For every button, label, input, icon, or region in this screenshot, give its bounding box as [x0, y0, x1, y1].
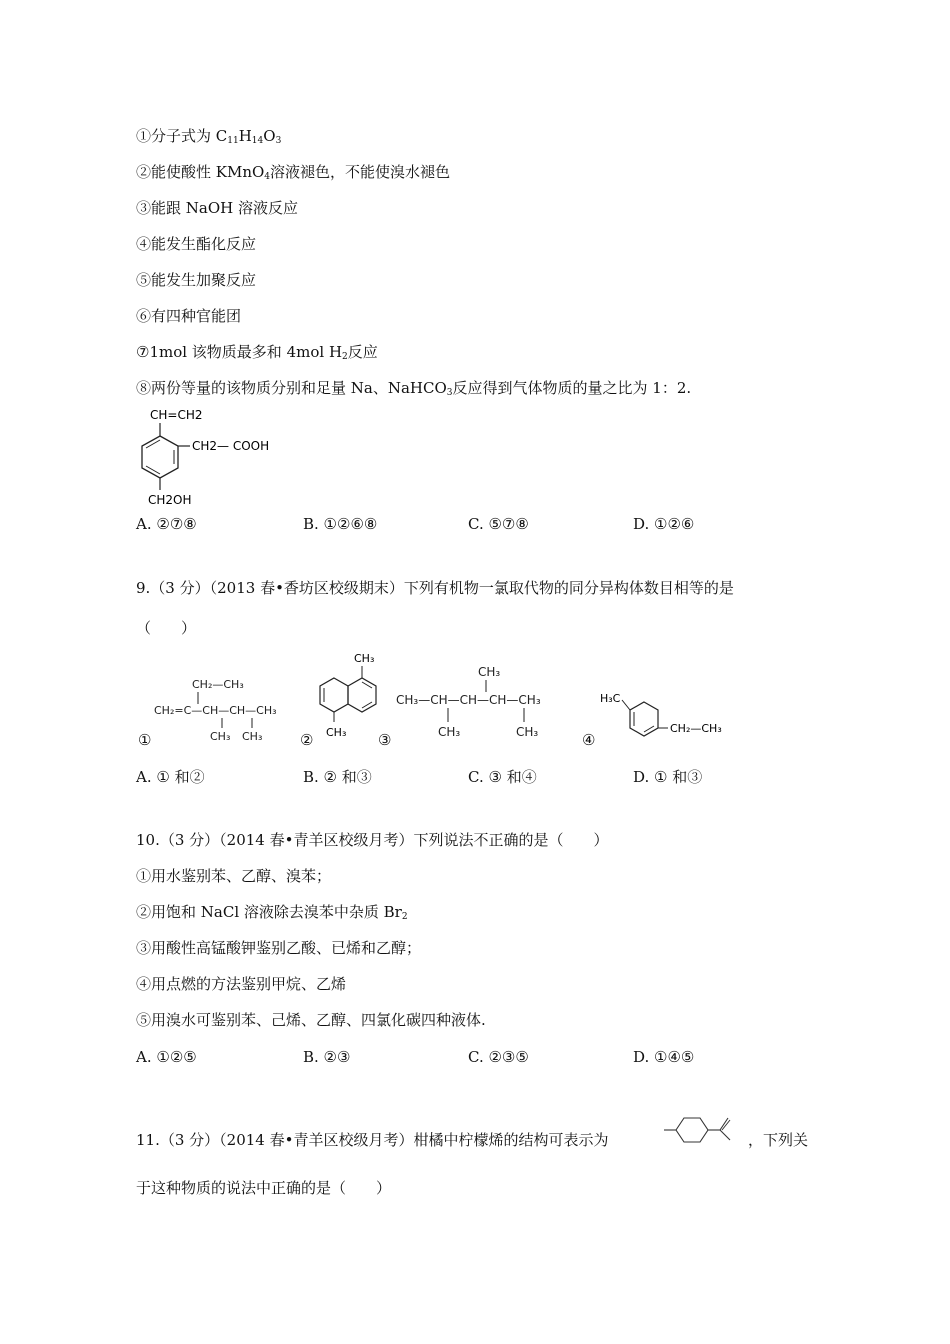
- q9-structure-1: [152, 672, 302, 748]
- q8-item-4: ④能发生酯化反应: [136, 235, 257, 253]
- q8-item-2: ②能使酸性 KMnO$_4$溶液褪色，不能使溴水褪色: [136, 163, 451, 182]
- q11-limonene-structure: [662, 1108, 744, 1152]
- ch2oh-label: CH2OH: [148, 493, 192, 507]
- q9-option-b[interactable]: B. ② 和③: [303, 768, 372, 786]
- q8-item-6: ⑥有四种官能团: [136, 307, 242, 325]
- q8-option-a[interactable]: A. ②⑦⑧: [136, 515, 197, 533]
- q9-structure-2: [314, 648, 384, 748]
- q9-marker-1: ①: [138, 731, 152, 749]
- q10-option-d[interactable]: D. ①④⑤: [633, 1048, 695, 1066]
- q10-stem: 10.（3 分）（2014 春•青羊区校级月考）下列说法不正确的是（ ）: [136, 831, 609, 849]
- svg-text:CH₃: CH₃: [354, 652, 375, 665]
- svg-text:CH₃—CH—CH—CH—CH₃: CH₃—CH—CH—CH—CH₃: [396, 693, 541, 707]
- q8-option-b[interactable]: B. ①②⑥⑧: [303, 515, 378, 533]
- q10-option-c[interactable]: C. ②③⑤: [468, 1048, 529, 1066]
- q10-item-1: ①用水鉴别苯、乙醇、溴苯；: [136, 867, 332, 885]
- q10-option-b[interactable]: B. ②③: [303, 1048, 351, 1066]
- svg-text:CH₃: CH₃: [210, 730, 231, 743]
- q10-item-5: ⑤用溴水可鉴别苯、己烯、乙醇、四氯化碳四种液体.: [136, 1011, 486, 1029]
- q11-stem-part-3: 于这种物质的说法中正确的是（ ）: [136, 1179, 392, 1197]
- q10-item-2: ②用饱和 NaCl 溶液除去溴苯中杂质 $Br_2$: [136, 903, 408, 922]
- q9-marker-4: ④: [582, 731, 596, 749]
- q8-option-d[interactable]: D. ①②⑥: [633, 515, 695, 533]
- q10-item-3: ③用酸性高锰酸钾鉴别乙酸、已烯和乙醇；: [136, 939, 422, 957]
- q9-marker-3: ③: [378, 731, 392, 749]
- svg-text:CH₃: CH₃: [326, 726, 347, 739]
- q9-structure-3: [394, 660, 594, 744]
- q8-option-c[interactable]: C. ⑤⑦⑧: [468, 515, 529, 533]
- q11-stem-part-2: ，下列关: [748, 1131, 809, 1149]
- svg-text:CH₃: CH₃: [516, 725, 539, 739]
- q10-item-4: ④用点燃的方法鉴别甲烷、乙烯: [136, 975, 347, 993]
- q9-option-d[interactable]: D. ① 和③: [633, 768, 703, 786]
- q9-stem: 9.（3 分）（2013 春•香坊区校级期末）下列有机物一氯取代物的同分异构体数目相等的是: [136, 579, 734, 597]
- q9-structure-4: [598, 680, 748, 746]
- q8-item-3: ③能跟 NaOH 溶液反应: [136, 199, 298, 217]
- svg-text:CH₂=C—CH—CH—CH₃: CH₂=C—CH—CH—CH₃: [154, 704, 277, 717]
- svg-text:CH₂—CH₃: CH₂—CH₃: [670, 722, 722, 735]
- svg-text:H₃C: H₃C: [600, 692, 621, 705]
- q8-structure-diagram: [130, 406, 280, 514]
- svg-text:CH₃: CH₃: [242, 730, 263, 743]
- q9-marker-2: ②: [300, 731, 314, 749]
- q9-option-c[interactable]: C. ③ 和④: [468, 768, 537, 786]
- svg-text:CH₂—CH₃: CH₂—CH₃: [192, 678, 244, 691]
- q8-item-7: ⑦1mol 该物质最多和 4mol $H_2$反应: [136, 343, 378, 362]
- q8-item-1: ①分子式为 $C_{11}H_{14}O_3$: [136, 127, 282, 146]
- svg-text:CH₃: CH₃: [478, 665, 501, 679]
- ch2cooh-label: CH2— COOH: [192, 439, 270, 453]
- q9-option-a[interactable]: A. ① 和②: [136, 768, 205, 786]
- q11-stem-part-1: 11.（3 分）（2014 春•青羊区校级月考）柑橘中柠檬烯的结构可表示为: [136, 1131, 609, 1149]
- vinyl-label: CH=CH2: [150, 408, 203, 422]
- q8-item-5: ⑤能发生加聚反应: [136, 271, 257, 289]
- svg-text:CH₃: CH₃: [438, 725, 461, 739]
- q9-bracket: （ ）: [136, 619, 197, 637]
- q10-option-a[interactable]: A. ①②⑤: [136, 1048, 197, 1066]
- q8-item-8: ⑧两份等量的该物质分别和足量 Na、NaHCO$_3$反应得到气体物质的量之比为 1：2.: [136, 379, 692, 398]
